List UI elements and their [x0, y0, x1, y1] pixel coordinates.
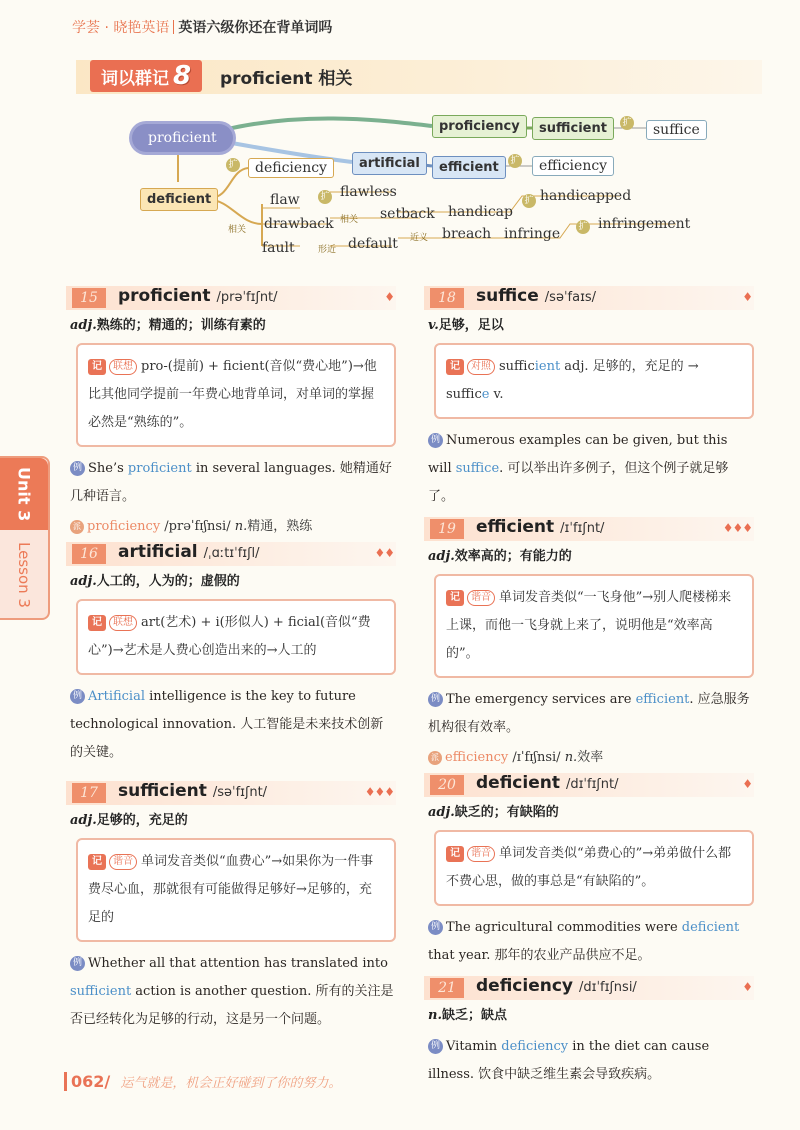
mindmap-infringe: infringe: [504, 226, 561, 242]
memory-tip: [434, 830, 754, 906]
frequency-flame-icon: ♦: [742, 980, 752, 994]
definition: 熟练的；精通的；训练有素的: [96, 318, 266, 333]
example-highlight: deficient: [681, 920, 740, 935]
derivative: [428, 746, 754, 765]
memo-tag: 谐音: [467, 590, 495, 606]
definition-line: [428, 801, 754, 820]
definition: 人工的，人为的；虚假的: [96, 574, 240, 589]
example-icon: 例: [70, 461, 85, 476]
definition-line: [428, 1004, 754, 1023]
memory-tip: [76, 599, 396, 675]
example-sentence: [70, 950, 396, 1034]
example-highlight: sufficient: [70, 984, 132, 999]
phonetic: /səˈfɪʃnt/: [212, 785, 268, 800]
definition-line: [70, 570, 396, 589]
example-text: in the diet can cause illness. 饮食中缺乏维生素会导致疾病。: [428, 1039, 710, 1082]
derivative-meaning: 效率: [577, 750, 604, 765]
example-icon: 例: [428, 1039, 443, 1054]
memory-tip: [76, 343, 396, 447]
entry-header: [424, 284, 754, 310]
memo-tag: 对照: [467, 359, 495, 375]
entry-header: [66, 540, 396, 566]
part-of-speech: adj.: [70, 574, 97, 589]
mindmap-handicapped: handicapped: [540, 188, 632, 204]
memo-icon: 记: [88, 615, 106, 631]
definition-line: [428, 545, 754, 564]
example-sentence: [70, 455, 396, 511]
part-of-speech: adj.: [70, 813, 97, 828]
definition: 足够的，充足的: [96, 813, 188, 828]
section-title: proficient 相关: [220, 69, 353, 89]
book-title: 英语六级你还在背单词吗: [178, 20, 333, 36]
frequency-flame-icon: ♦: [742, 290, 752, 304]
phonetic: /səˈfaɪs/: [544, 290, 597, 305]
example-sentence: [70, 683, 396, 767]
entry-word: [118, 286, 278, 306]
section-tag: [90, 60, 202, 92]
brand-name: 学荟 · 晓艳英语: [72, 20, 170, 36]
memo-icon: 记: [446, 846, 464, 862]
mindmap-suffice: suffice: [646, 120, 707, 140]
mindmap-efficient: efficient: [432, 156, 506, 179]
derivative-phonetic: /ɪˈfɪʃnsi/: [508, 750, 565, 765]
example-text: The agricultural commodities were: [446, 920, 682, 935]
headword: deficient: [476, 773, 560, 793]
tag-expand-icon: 扩: [620, 116, 634, 130]
mindmap-infringement: infringement: [598, 216, 691, 232]
left-column: [66, 284, 396, 1038]
frequency-flame-icon: ♦♦♦: [722, 521, 752, 535]
memo-text: pro-(提前) + ficient(音似“费心地”)→他比其他同学提前一年费心地背单词，对单词的掌握必然是“熟练的”。: [88, 359, 377, 430]
entry-number: 15: [72, 288, 106, 308]
derivative-icon: 派: [70, 520, 84, 534]
example-text: . 可以举出许多例子，但这个例子就足够了。: [428, 461, 729, 504]
headword: artificial: [118, 542, 198, 562]
mindmap-setback: setback: [380, 206, 435, 222]
example-text: . 应急服务机构很有效率。: [428, 692, 750, 735]
headword: proficient: [118, 286, 211, 306]
word-mindmap: [0, 100, 800, 270]
entry-number: 19: [430, 519, 464, 539]
phonetic: /dɪˈfɪʃnt/: [565, 777, 619, 792]
derivative-word: proficiency: [87, 519, 161, 534]
memo-text: 单词发音类似“血费心”→如果你为一件事费尽心血，那就很有可能做得足够好→足够的，充足的: [88, 854, 374, 925]
mindmap-deficiency: deficiency: [248, 158, 334, 178]
entry-number: 21: [430, 978, 464, 998]
mindmap-default: default: [348, 236, 398, 252]
memo-text: v.: [489, 387, 504, 402]
section-tag-number: 8: [172, 61, 192, 91]
mindmap-flaw: flaw: [270, 192, 300, 208]
memory-tip: [76, 838, 396, 942]
example-highlight: suffice: [455, 461, 500, 476]
part-of-speech: adj.: [428, 805, 455, 820]
memo-icon: 记: [88, 854, 106, 870]
example-highlight: efficient: [635, 692, 690, 707]
example-text: Whether all that attention has translated into: [88, 956, 388, 971]
memo-icon: 记: [446, 590, 464, 606]
memo-text: adj. 足够的，充足的 → suffic: [446, 359, 699, 402]
memory-tip: [434, 343, 754, 419]
phonetic: /prəˈfɪʃnt/: [216, 290, 278, 305]
definition-line: [70, 314, 396, 333]
derivative-pos: n.: [234, 519, 248, 534]
right-column: [424, 284, 754, 1093]
tag-expand-icon: 扩: [576, 220, 590, 234]
definition: 足够，足以: [438, 318, 504, 333]
mindmap-flawless: flawless: [340, 184, 397, 200]
running-header: [72, 14, 332, 40]
definition: 效率高的；有能力的: [454, 549, 572, 564]
frequency-flame-icon: ♦: [742, 777, 752, 791]
part-of-speech: adj.: [428, 549, 455, 564]
part-of-speech: v.: [428, 318, 439, 333]
entry-word: [476, 976, 637, 996]
entry-word: [118, 781, 267, 801]
derivative-icon: 派: [428, 751, 442, 765]
mindmap-breach: breach: [442, 226, 492, 242]
memo-tag: 联想: [109, 615, 137, 631]
spacer: [66, 771, 396, 779]
example-text: The emergency services are: [446, 692, 636, 707]
phonetic: /ˌɑːtɪˈfɪʃl/: [203, 546, 260, 561]
entry-number: 20: [430, 775, 464, 795]
part-of-speech: adj.: [70, 318, 97, 333]
example-icon: 例: [70, 689, 85, 704]
mindmap-deficient: deficient: [140, 188, 218, 211]
derivative-word: efficiency: [445, 750, 509, 765]
entry-number: 16: [72, 544, 106, 564]
example-text: She’s: [88, 461, 128, 476]
mindmap-artificial: artificial: [352, 152, 427, 175]
mindmap-efficiency: efficiency: [532, 156, 614, 176]
example-sentence: [428, 427, 754, 511]
memo-text: 单词发音类似“一飞身他”→别人爬楼梯来上课，而他一飞身就上来了，说明他是“效率高的”。: [446, 590, 732, 661]
section-tag-text: 词以群记: [100, 68, 169, 89]
tag-related: 相关: [340, 215, 359, 225]
entry-header: [66, 779, 396, 805]
memo-text: suffic: [499, 359, 535, 374]
example-icon: 例: [428, 692, 443, 707]
mindmap-drawback: drawback: [264, 216, 334, 232]
memo-tag: 联想: [109, 359, 137, 375]
lesson-label: Lesson 3: [15, 542, 33, 608]
frequency-flame-icon: ♦♦: [374, 546, 394, 560]
example-text: Numerous examples can be given, but this will: [428, 433, 728, 476]
example-sentence: [428, 686, 754, 742]
tag-similar: 形近: [318, 245, 337, 255]
headword: deficiency: [476, 976, 573, 996]
unit-side-tab: [0, 456, 50, 620]
memo-tag: 谐音: [109, 854, 137, 870]
definition-line: [70, 809, 396, 828]
headword: suffice: [476, 286, 539, 306]
tag-expand-icon: 扩: [522, 194, 536, 208]
example-text: intelligence is the key to future technological innovation. 人工智能是未来技术创新的关键。: [70, 689, 384, 760]
page-footer: [64, 1072, 341, 1091]
mindmap-proficiency: proficiency: [432, 115, 527, 138]
memo-highlight: e: [481, 387, 490, 402]
example-sentence: [428, 914, 754, 970]
page-number: 062/: [64, 1072, 110, 1091]
example-icon: 例: [70, 956, 85, 971]
example-highlight: proficient: [127, 461, 192, 476]
example-sentence: [428, 1033, 754, 1089]
frequency-flame-icon: ♦♦♦: [364, 785, 394, 799]
derivative-meaning: 精通，熟练: [247, 519, 313, 534]
example-text: action is another question. 所有的关注是否已经转化为足够的行动，这是另一个问题。: [70, 984, 394, 1027]
header-divider: [173, 20, 174, 34]
headword: efficient: [476, 517, 555, 537]
memo-icon: 记: [88, 359, 106, 375]
frequency-flame-icon: ♦: [384, 290, 394, 304]
tag-synonym: 近义: [410, 233, 429, 243]
entry-number: 18: [430, 288, 464, 308]
memo-text: 单词发音类似“弟费心的”→弟弟做什么都不费心思，做的事总是“有缺陷的”。: [446, 846, 732, 889]
entry-word: [118, 542, 259, 562]
tag-expand-icon: 扩: [508, 154, 522, 168]
phonetic: /dɪˈfɪʃnsi/: [579, 980, 637, 995]
entry-header: [424, 974, 754, 1000]
example-text: in several languages. 她精通好几种语言。: [70, 461, 392, 504]
entry-word: [476, 773, 619, 793]
definition: 缺乏；缺点: [441, 1008, 507, 1023]
phonetic: /ɪˈfɪʃnt/: [560, 521, 605, 536]
tag-related: 相关: [228, 225, 247, 235]
memo-highlight: ient: [534, 359, 561, 374]
example-text: Vitamin: [446, 1039, 502, 1054]
mindmap-handicap: handicap: [448, 204, 513, 220]
entry-word: [476, 517, 604, 537]
derivative: [70, 515, 396, 534]
definition-line: [428, 314, 754, 333]
mindmap-sufficient: sufficient: [532, 117, 614, 140]
entry-header: [424, 515, 754, 541]
memory-tip: [434, 574, 754, 678]
entry-header: [66, 284, 396, 310]
part-of-speech: n.: [428, 1008, 442, 1023]
tag-expand-icon: 扩: [226, 158, 240, 172]
unit-label: Unit 3: [0, 458, 48, 530]
example-icon: 例: [428, 920, 443, 935]
entry-word: [476, 286, 596, 306]
memo-tag: 谐音: [467, 846, 495, 862]
memo-text: art(艺术) + i(形似人) + ficial(音似“费心”)→艺术是人费心创造出来的→人工的: [88, 615, 371, 658]
mindmap-fault: fault: [262, 240, 295, 256]
mindmap-root: proficient: [132, 124, 233, 152]
derivative-phonetic: /prəˈfɪʃnsi/: [160, 519, 235, 534]
derivative-pos: n.: [564, 750, 578, 765]
example-highlight: Artificial: [88, 689, 146, 704]
headword: sufficient: [118, 781, 207, 801]
tag-expand-icon: 扩: [318, 190, 332, 204]
footer-motto: 运气就是，机会正好碰到了你的努力。: [120, 1076, 342, 1091]
entry-number: 17: [72, 783, 106, 803]
example-icon: 例: [428, 433, 443, 448]
example-highlight: deficiency: [501, 1039, 569, 1054]
memo-icon: 记: [446, 359, 464, 375]
entry-header: [424, 771, 754, 797]
definition: 缺乏的；有缺陷的: [454, 805, 559, 820]
example-text: that year. 那年的农业产品供应不足。: [428, 948, 651, 963]
